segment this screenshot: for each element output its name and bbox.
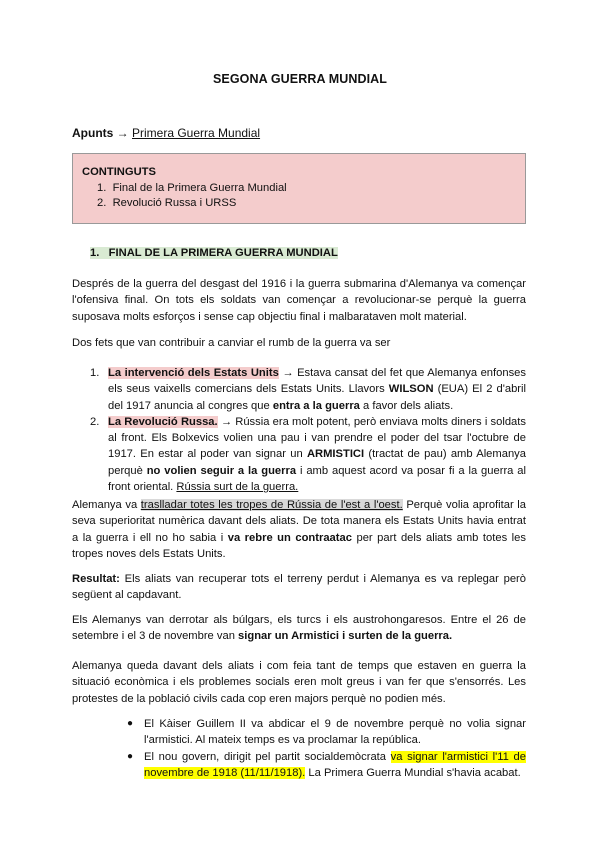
paragraph-facts: Dos fets que van contribuir a canviar el rumb de la guerra va ser	[72, 337, 391, 349]
list-item-number: 2.	[90, 415, 100, 428]
numbered-list	[90, 365, 526, 495]
toc-item-text: Revolució Russa i URSS	[112, 197, 237, 209]
paragraph-result	[72, 571, 526, 604]
toc-item-number: 2.	[97, 197, 107, 209]
toc-item[interactable]	[82, 181, 525, 197]
list-text: → Estava cansat del fet que Alemanya enfonses els seus vaixells comercians dels Estats Units. Llavors	[108, 367, 526, 396]
paragraph-text: Alemanya va	[72, 499, 141, 511]
bold-term: ARMISTICI	[306, 448, 365, 461]
list-text: La Primera Guerra Mundial s'havia acabat.	[305, 766, 521, 779]
paragraph-transfer	[72, 497, 526, 562]
highlighted-term: La Revolució Russa.	[108, 415, 218, 428]
section-number: 1.	[90, 247, 100, 259]
highlighted-text: va signar l'armistici l'11 de novembre de 1918 (11/11/1918).	[144, 750, 526, 779]
paragraph-text: Els aliats van recuperar tots el terreny perdut i Alemanya es va replegar però següent al capdavant.	[72, 573, 526, 602]
bold-term: entra a la guerra	[272, 399, 360, 412]
bold-term: no volien seguir a la guerra	[146, 464, 297, 477]
toc-item[interactable]	[82, 196, 525, 212]
bullet-icon: ●	[127, 750, 134, 762]
paragraph-armistice	[72, 612, 526, 645]
list-text: → Rússia era molt potent, però enviava molts diners i soldats al front. Els Bolxevics volien una pau i van prendre el poder del tsar l'octubre de 1917. En estar al poder van signar un	[108, 415, 526, 461]
list-item	[126, 749, 526, 782]
toc-item-text: Final de la Primera Guerra Mundial	[112, 181, 287, 194]
section-heading	[90, 247, 338, 259]
list-item	[126, 716, 526, 749]
breadcrumb	[72, 126, 260, 140]
bold-term: va rebre un contraatac	[227, 531, 352, 544]
bold-term: Resultat:	[72, 573, 120, 585]
breadcrumb-label: Apunts	[72, 126, 114, 140]
paragraph-text: per part dels aliats amb totes les tropes noves dels Estats Units.	[72, 531, 526, 560]
list-item	[90, 365, 526, 414]
list-item	[90, 414, 526, 495]
bullet-list	[126, 716, 526, 781]
breadcrumb-arrow: →	[113, 126, 132, 140]
paragraph-collapse: Alemanya queda davant dels aliats i com feia tant de temps que estaven en guerra la situació econòmica i els problemes socials eren molt greus i van fer que s'ensorrés. Les protestes de la població civils cada cop eren majors perquè no podien més.	[72, 660, 526, 705]
list-text: a favor dels aliats.	[359, 399, 454, 412]
paragraph-intro: Després de la guerra del desgast del 1916 i la guerra submarina d'Alemanya va començar l'ofensiva final. On tots els soldats van començar a revolucionar-se perquè la guerra suposava molts esforços i sense cap objectiu final i malbarataven molt material.	[72, 278, 526, 323]
list-text: El nou govern, dirigit pel partit socialdemòcrata	[144, 750, 391, 763]
list-text: (EUA) El 2 d'abril del 1917 anuncia al congres que	[108, 383, 526, 412]
underlined-text: traslladar totes les tropes de Rússia de l'est a l'oest.	[140, 499, 403, 511]
highlighted-term: La intervenció dels Estats Units	[108, 367, 279, 379]
page-title: SEGONA GUERRA MUNDIAL	[212, 72, 388, 86]
toc-item-number: 1.	[97, 181, 107, 194]
paragraph-text: Els Alemanys van derrotar als búlgars, els turcs i els austrohongaresos. Entre el 26 de setembre i el 3 de novembre van	[72, 614, 526, 643]
list-text: El Kàiser Guillem II va abdicar el 9 de novembre perquè no volia signar l'armistici. Al mateix temps es va proclamar la república.	[144, 718, 526, 747]
toc-heading: CONTINGUTS	[82, 166, 156, 178]
list-text: (tractat de pau) amb Alemanya perquè	[108, 448, 526, 477]
list-text: i amb aquest acord va posar fi a la guerra al front oriental.	[108, 464, 526, 494]
bullet-icon: ●	[127, 718, 134, 729]
underlined-text: Rússia surt de la guerra.	[176, 481, 299, 494]
paragraph-text: Perquè volia aprofitar la seva superioritat numèrica davant dels aliats. De tota manera els Estats Units havia entrat a la guerra i ell no ho sabia i	[72, 499, 527, 544]
section-title: FINAL DE LA PRIMERA GUERRA MUNDIAL	[108, 247, 338, 259]
list-item-number: 1.	[90, 367, 100, 379]
bold-term: WILSON	[388, 383, 434, 396]
breadcrumb-link[interactable]: Primera Guerra Mundial	[132, 126, 261, 140]
bold-term: signar un Armistici i surten de la guerra.	[238, 630, 453, 643]
table-of-contents	[72, 153, 526, 224]
